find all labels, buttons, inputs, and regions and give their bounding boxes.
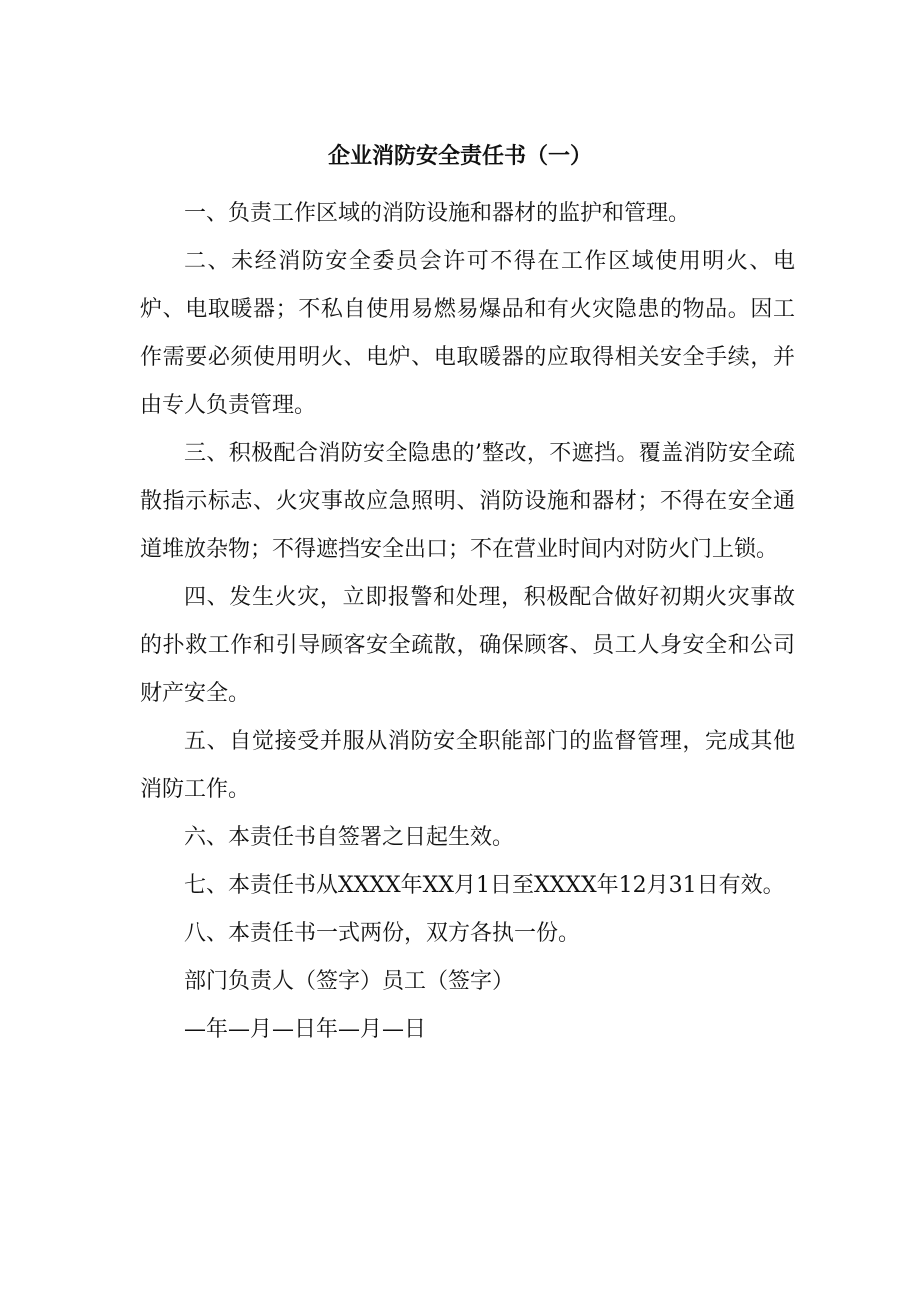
clause-8: 八、本责任书一式两份，双方各执一份。 [184,921,581,946]
clause-5: 五、自觉接受并服从消防安全职能部门的监督管理，完成其他消防工作。 [140,729,795,802]
document-body [140,190,795,1054]
signature-line: 部门负责人（签字）员工（签字） [184,969,515,994]
clause-4: 四、发生火灾，立即报警和处理，积极配合做好初期火灾事故的扑救工作和引导顾客安全疏散，确保顾客、员工人身安全和公司财产安全。 [140,585,795,706]
clause-2: 二、未经消防安全委员会许可不得在工作区域使用明火、电炉、电取暖器；不私自使用易燃易爆品和有火灾隐患的物品。因工作需要必须使用明火、电炉、电取暖器的应取得相关安全手续，并由专人负责管理。 [140,249,795,418]
clause-1: 一、负责工作区域的消防设施和器材的监护和管理。 [184,201,691,226]
clause-3: 三、积极配合消防安全隐患的’整改，不遮挡。覆盖消防安全疏散指示标志、火灾事故应急照明、消防设施和器材；不得在安全通道堆放杂物；不得遮挡安全出口；不在营业时间内对防火门上锁。 [140,441,795,562]
date-line: —年—月—日年—月—日 [184,1017,427,1042]
document-title: 企业消防安全责任书（一） [327,143,592,169]
clause-7: 七、本责任书从XXXX年XX月1日至XXXX年12月31日有效。 [184,873,785,898]
clause-6: 六、本责任书自签署之日起生效。 [184,825,515,850]
